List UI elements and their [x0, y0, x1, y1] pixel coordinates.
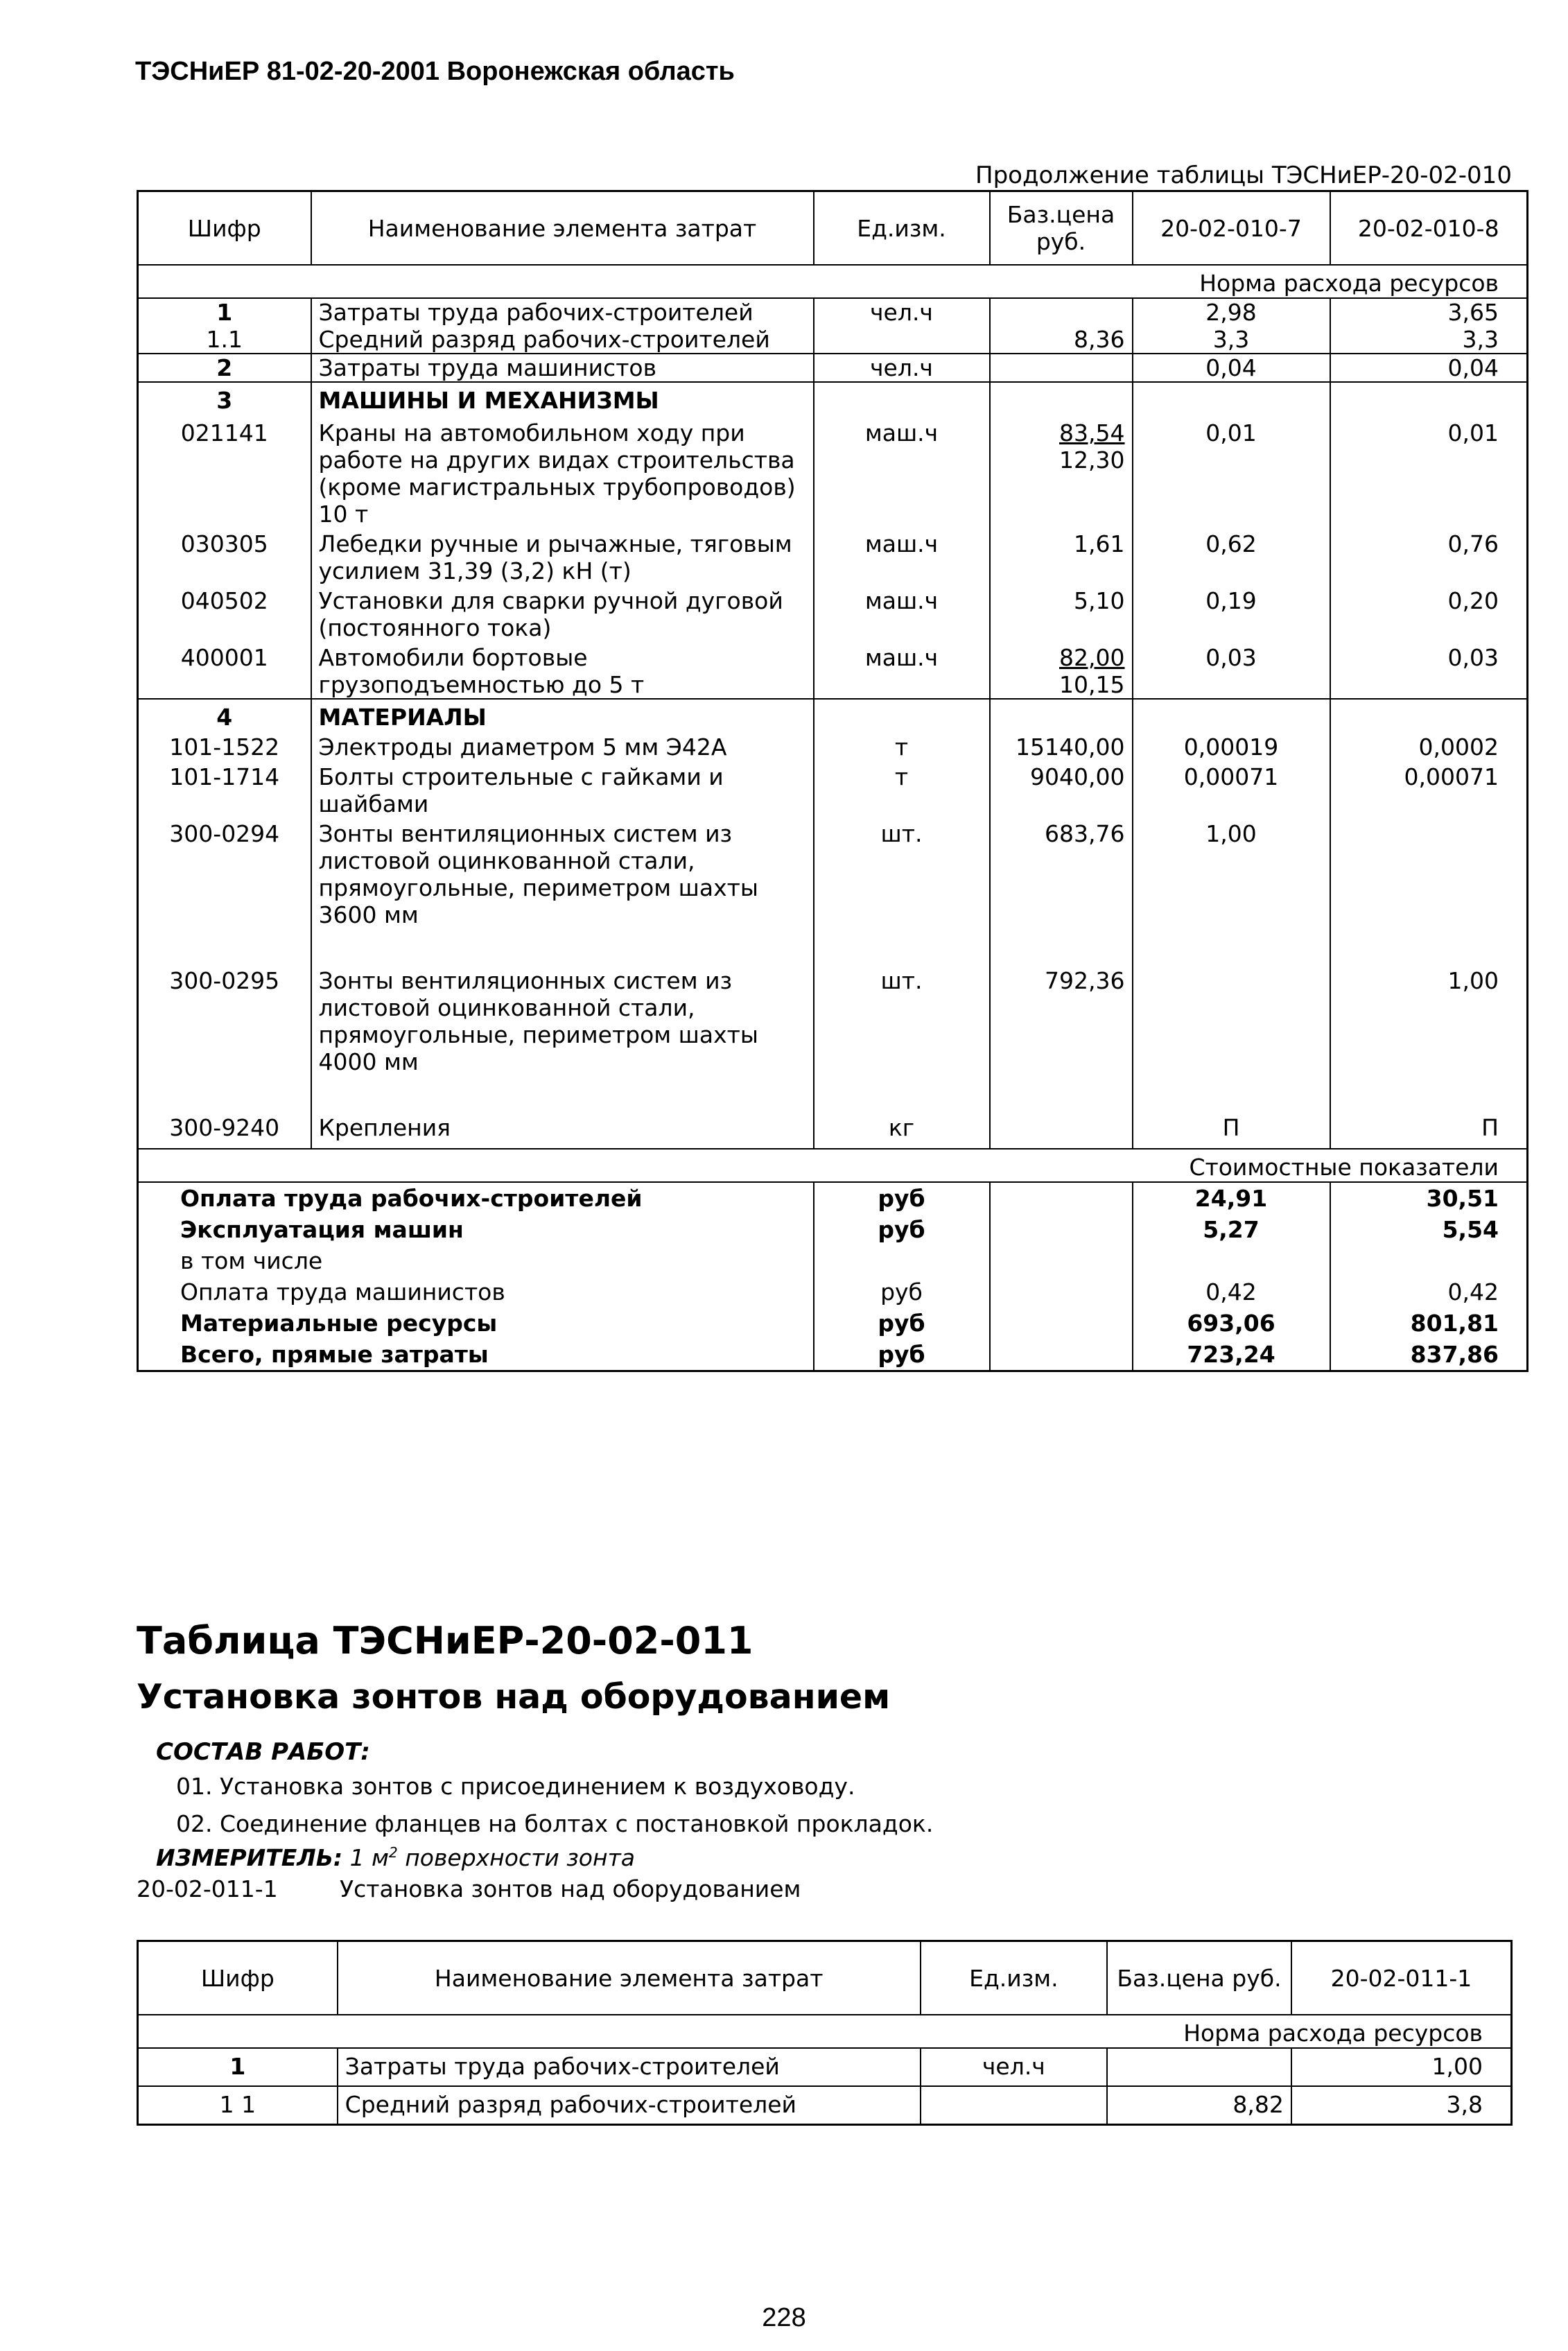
row-value-col1: 0,03 [1133, 641, 1330, 699]
summary-name: Оплата труда рабочих-строителей [138, 1182, 814, 1214]
row-value-col2 [1330, 382, 1528, 414]
row-unit: маш.ч [814, 641, 990, 699]
summary-row [138, 1182, 1528, 1214]
row-unit: маш.ч [814, 528, 990, 584]
summary-name: Материальные ресурсы [138, 1308, 814, 1339]
table-row [138, 354, 1528, 382]
row-value-col1: 0,01 [1133, 414, 1330, 528]
table-row [138, 2086, 1512, 2125]
table-row [138, 699, 1528, 731]
row-value-col1: П [1133, 1111, 1330, 1149]
document-header: ТЭСНиЕР 81-02-20-2001 Воронежская область [135, 57, 735, 86]
col-header-code: Шифр [138, 1941, 338, 2015]
row-code: 101-1714 [138, 761, 311, 817]
row-code: 030305 [138, 528, 311, 584]
row-price [990, 298, 1133, 326]
row-price [990, 641, 1133, 699]
summary-empty [990, 1339, 1133, 1371]
row-name: Затраты труда рабочих-строителей [338, 2048, 921, 2086]
summary-name: Всего, прямые затраты [138, 1339, 814, 1371]
row-unit: чел.ч [814, 298, 990, 326]
cost-label: Стоимостные показатели [138, 1149, 1528, 1182]
summary-row [138, 1245, 1528, 1276]
row-value-col1 [1133, 699, 1330, 731]
summary-unit: руб [814, 1339, 990, 1371]
summary-row [138, 1308, 1528, 1339]
row-unit: шт. [814, 964, 990, 1111]
row-unit: кг [814, 1111, 990, 1149]
summary-unit: руб [814, 1182, 990, 1214]
table-row [138, 414, 1528, 528]
row-name: Затраты труда машинистов [311, 354, 814, 382]
table2-rows [138, 2048, 1512, 2125]
col-header-name: Наименование элемента затрат [311, 191, 814, 266]
row-value-col2: 0,00071 [1404, 763, 1499, 790]
table-header-row [138, 191, 1528, 266]
row-value-col1 [1133, 964, 1330, 1111]
row-price-value: 15140,00 [1016, 734, 1125, 761]
row-value-col2: 0,0002 [1418, 734, 1499, 761]
row-value-col2: 0,76 [1447, 530, 1499, 557]
row-unit [814, 382, 990, 414]
row-value-col1: 2,98 [1133, 298, 1330, 326]
row-price [990, 414, 1133, 528]
row-code: 1 [138, 2048, 338, 2086]
row-code: 021141 [138, 414, 311, 528]
cost-label-row [138, 1149, 1528, 1182]
row-price-value: 82,00 [1059, 644, 1125, 671]
row-value-col2: 0,01 [1447, 419, 1499, 446]
summary-name: Эксплуатация машин [138, 1214, 814, 1245]
summary-unit: руб [814, 1308, 990, 1339]
row-name: Средний разряд рабочих-строителей [311, 326, 814, 354]
row-unit: маш.ч [814, 584, 990, 641]
summary-empty [990, 1245, 1133, 1276]
row-code: 1 1 [138, 2086, 338, 2125]
row-price-value: 5,10 [1074, 587, 1125, 614]
summary-value-col2: 5,54 [1442, 1216, 1499, 1243]
row-price [990, 761, 1133, 817]
price-code: 20-02-011-1 [137, 1875, 278, 1902]
table-row [138, 584, 1528, 641]
row-price-value: 9040,00 [1030, 763, 1125, 790]
resource-table-011 [137, 1940, 1513, 2126]
row-price [990, 528, 1133, 584]
work-item-1: 01. Установка зонтов с присоединением к воздуховоду. [176, 1773, 855, 1800]
row-price [990, 1111, 1133, 1149]
resource-rows [138, 298, 1528, 1149]
row-code: 300-0295 [138, 964, 311, 1111]
row-name: Установки для сварки ручной дуговой (постоянного тока) [311, 584, 814, 641]
summary-name: Оплата труда машинистов [138, 1276, 814, 1308]
section-subtitle: Установка зонтов над оборудованием [137, 1677, 891, 1717]
row-price-value: 792,36 [1045, 967, 1125, 994]
summary-unit: руб [814, 1214, 990, 1245]
row-code: 1 [138, 298, 311, 326]
row-value-col2: 0,04 [1330, 354, 1528, 382]
row-price [990, 817, 1133, 964]
norm-label-row [138, 265, 1528, 298]
row-value-col2: П [1481, 1114, 1499, 1141]
table-row [138, 2048, 1512, 2086]
summary-value-col2: 30,51 [1426, 1185, 1499, 1212]
row-value-col1: 0,00019 [1133, 731, 1330, 761]
row-name: Зонты вентиляционных систем из листовой оцинкованной стали, прямоугольные, периметром шахты 3600 мм [311, 817, 814, 964]
col-header-col1: 20-02-010-7 [1133, 191, 1330, 266]
norm-label: Норма расхода ресурсов [138, 265, 1528, 298]
measure-exponent: 2 [388, 1844, 398, 1861]
measure-line [156, 1844, 635, 1871]
row-price [990, 731, 1133, 761]
section-title: Таблица ТЭСНиЕР-20-02-011 [137, 1619, 753, 1663]
summary-row [138, 1276, 1528, 1308]
row-value-col2: 3,3 [1462, 326, 1499, 353]
row-code: 3 [138, 382, 311, 414]
measure-rest: поверхности зонта [405, 1844, 636, 1871]
summary-value-col1: 24,91 [1133, 1182, 1330, 1214]
row-name: Затраты труда рабочих-строителей [311, 298, 814, 326]
summary-unit [814, 1245, 990, 1276]
table-row [138, 326, 1528, 354]
row-unit [921, 2086, 1107, 2125]
price-code-name: Установка зонтов над оборудованием [340, 1875, 801, 1902]
table-row [138, 731, 1528, 761]
row-value-col1: 0,00071 [1133, 761, 1330, 817]
summary-row [138, 1339, 1528, 1371]
row-name: Автомобили бортовые грузоподъемностью до 5 т [311, 641, 814, 699]
norm-label: Норма расхода ресурсов [138, 2015, 1512, 2048]
row-unit: шт. [814, 817, 990, 964]
table-row [138, 298, 1528, 326]
row-value-col2: 0,03 [1447, 644, 1499, 671]
row-value-col2 [1330, 699, 1528, 731]
summary-value-col1 [1133, 1245, 1330, 1276]
row-name: МАТЕРИАЛЫ [311, 699, 814, 731]
col-header-unit: Ед.изм. [814, 191, 990, 266]
row-code: 400001 [138, 641, 311, 699]
summary-empty [990, 1276, 1133, 1308]
table-row [138, 761, 1528, 817]
col-header-unit: Ед.изм. [921, 1941, 1107, 2015]
row-value-col1: 0,19 [1133, 584, 1330, 641]
row-price-value: 1,61 [1074, 530, 1125, 557]
row-price [990, 354, 1133, 382]
row-unit: чел.ч [814, 354, 990, 382]
row-name: Крепления [311, 1111, 814, 1149]
row-price [1107, 2048, 1291, 2086]
row-code: 1.1 [138, 326, 311, 354]
row-value-col1: 0,62 [1133, 528, 1330, 584]
table-row [138, 817, 1528, 964]
row-price-value: 683,76 [1045, 820, 1125, 847]
row-price [990, 326, 1133, 354]
row-code: 2 [138, 354, 311, 382]
summary-value-col2: 801,81 [1410, 1310, 1499, 1337]
col-header-code: Шифр [138, 191, 311, 266]
work-composition-label: СОСТАВ РАБОТ: [156, 1738, 370, 1766]
row-unit: т [814, 731, 990, 761]
row-name: Средний разряд рабочих-строителей [338, 2086, 921, 2125]
row-value-col2: 1,00 [1447, 967, 1499, 994]
row-code: 300-0294 [138, 817, 311, 964]
row-value-col1: 1,00 [1431, 2053, 1483, 2080]
row-unit [814, 699, 990, 731]
summary-value-col2: 837,86 [1410, 1341, 1499, 1368]
summary-value-col1: 723,24 [1133, 1339, 1330, 1371]
row-value-col2 [1330, 817, 1528, 964]
row-code: 4 [138, 699, 311, 731]
row-price [990, 699, 1133, 731]
row-unit [814, 326, 990, 354]
table-continuation-label: Продолжение таблицы ТЭСНиЕР-20-02-010 [975, 162, 1512, 189]
summary-row [138, 1214, 1528, 1245]
row-name: Болты строительные с гайками и шайбами [311, 761, 814, 817]
row-value-col2: 3,65 [1447, 299, 1499, 326]
row-unit: маш.ч [814, 414, 990, 528]
col-header-col2: 20-02-010-8 [1330, 191, 1528, 266]
col-header-price: Баз.цена руб. [990, 191, 1133, 266]
summary-unit: руб [814, 1276, 990, 1308]
col-header-col1: 20-02-011-1 [1291, 1941, 1512, 2015]
summary-value-col1: 693,06 [1133, 1308, 1330, 1339]
row-name: Лебедки ручные и рычажные, тяговым усилием 31,39 (3,2) кН (т) [311, 528, 814, 584]
row-unit: чел.ч [921, 2048, 1107, 2086]
table-row [138, 1111, 1528, 1149]
row-name: Электроды диаметром 5 мм Э42А [311, 731, 814, 761]
row-price-value: 83,54 [1059, 419, 1125, 446]
row-value-col1: 0,04 [1133, 354, 1330, 382]
measure-value: 1 м [349, 1844, 389, 1871]
row-value-col2: 0,20 [1447, 587, 1499, 614]
summary-value-col2 [1330, 1245, 1528, 1276]
table-row [138, 641, 1528, 699]
row-unit: т [814, 761, 990, 817]
summary-value-col2: 0,42 [1447, 1278, 1499, 1305]
summary-empty [990, 1182, 1133, 1214]
work-item-2: 02. Соединение фланцев на болтах с постановкой прокладок. [176, 1810, 934, 1837]
summary-name: в том числе [138, 1245, 814, 1276]
row-value-col1 [1133, 382, 1330, 414]
table-row [138, 528, 1528, 584]
measure-label: ИЗМЕРИТЕЛЬ: [156, 1844, 343, 1871]
row-price [990, 584, 1133, 641]
row-price-secondary: 10,15 [1059, 671, 1125, 698]
summary-value-col1: 0,42 [1133, 1276, 1330, 1308]
col-header-name: Наименование элемента затрат [338, 1941, 921, 2015]
summary-value-col1: 5,27 [1133, 1214, 1330, 1245]
row-price: 8,82 [1107, 2086, 1291, 2125]
row-name: Краны на автомобильном ходу при работе на других видах строительства (кроме магистральных трубопроводов) 10 т [311, 414, 814, 528]
table2-header-row [138, 1941, 1512, 2015]
row-value-col1: 3,3 [1133, 326, 1330, 354]
summary-rows [138, 1182, 1528, 1371]
row-price-value: 8,36 [1074, 326, 1125, 353]
row-value-col1: 3,8 [1291, 2086, 1512, 2125]
row-price [990, 382, 1133, 414]
col-header-price: Баз.цена руб. [1107, 1941, 1291, 2015]
summary-empty [990, 1308, 1133, 1339]
page-number: 228 [762, 2303, 806, 2332]
row-price [990, 964, 1133, 1111]
row-code: 040502 [138, 584, 311, 641]
resource-table-010 [137, 190, 1528, 1372]
row-name: МАШИНЫ И МЕХАНИЗМЫ [311, 382, 814, 414]
row-code: 300-9240 [138, 1111, 311, 1149]
row-price-secondary: 12,30 [1059, 446, 1125, 474]
norm-label-row [138, 2015, 1512, 2048]
summary-empty [990, 1214, 1133, 1245]
table-row [138, 964, 1528, 1111]
row-code: 101-1522 [138, 731, 311, 761]
row-name: Зонты вентиляционных систем из листовой оцинкованной стали, прямоугольные, периметром шахты 4000 мм [311, 964, 814, 1111]
row-value-col1: 1,00 [1133, 817, 1330, 964]
table-row [138, 382, 1528, 414]
